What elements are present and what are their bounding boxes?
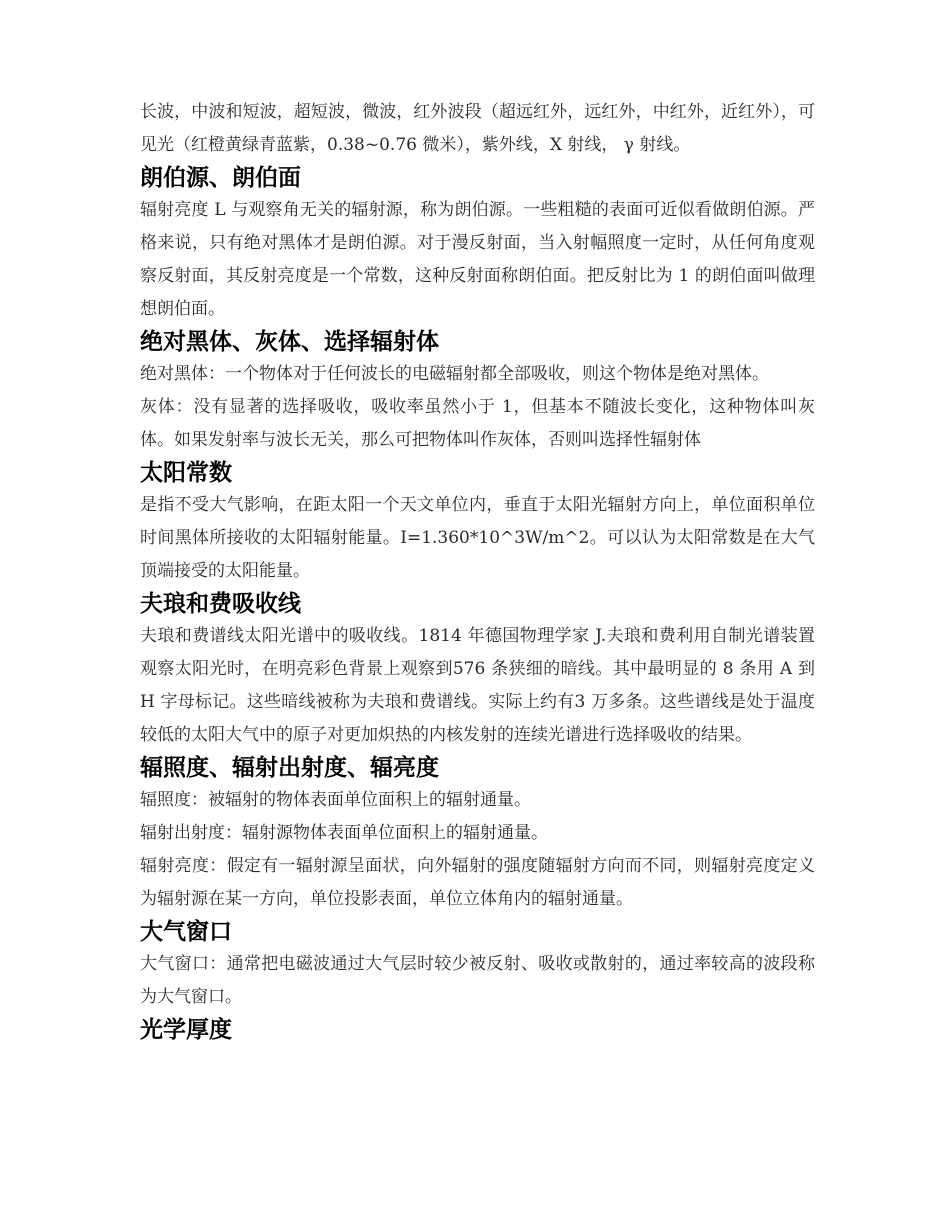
paragraph-blackbody: 绝对黑体：一个物体对于任何波长的电磁辐射都全部吸收，则这个物体是绝对黑体。 <box>140 364 769 384</box>
paragraph-fraunhofer: 夫琅和费谱线太阳光谱中的吸收线。1814 年德国物理学家 J.夫琅和费利用自制光谱装置观察太阳光时，在明亮彩色背景上观察到576 条狭细的暗线。其中最明显的 8 条用 A 到 H 字母标记。这些暗线被称为夫琅和费谱线。实际上约有3 万多条。这些谱线是处于温度较低的太阳大气中的原子对更加炽热的内核发射的连续光谱进行选择吸收的结果。 <box>140 626 815 745</box>
heading-solar-constant: 太阳常数 <box>140 460 232 486</box>
heading-blackbody: 绝对黑体、灰体、选择辐射体 <box>140 329 439 355</box>
heading-irradiance: 辐照度、辐射出射度、辐亮度 <box>140 755 439 781</box>
paragraph-solar-constant: 是指不受大气影响，在距太阳一个天文单位内，垂直于太阳光辐射方向上，单位面积单位时间黑体所接收的太阳辐射能量。I=1.360*10^3W/m^2。可以认为太阳常数是在大气顶端接受的太阳能量。 <box>140 495 815 581</box>
paragraph-graybody: 灰体：没有显著的选择吸收，吸收率虽然小于 1，但基本不随波长变化，这种物体叫灰体。如果发射率与波长无关，那么可把物体叫作灰体，否则叫选择性辐射体 <box>140 397 815 450</box>
paragraph-exitance: 辐射出射度：辐射源物体表面单位面积上的辐射通量。 <box>140 823 548 843</box>
paragraph-radiance: 辐射亮度：假定有一辐射源呈面状，向外辐射的强度随辐射方向而不同，则辐射亮度定义为辐射源在某一方向，单位投影表面，单位立体角内的辐射通量。 <box>140 856 815 909</box>
paragraph-lambert: 辐射亮度 L 与观察角无关的辐射源，称为朗伯源。一些粗糙的表面可近似看做朗伯源。严格来说，只有绝对黑体才是朗伯源。对于漫反射面，当入射幅照度一定时，从任何角度观察反射面，其反射亮度是一个常数，这种反射面称朗伯面。把反射比为 1 的朗伯面叫做理想朗伯面。 <box>140 200 815 319</box>
paragraph-wavebands: 长波，中波和短波，超短波，微波，红外波段（超远红外，远红外，中红外，近红外），可见光（红橙黄绿青蓝紫，0.38~0.76 微米），紫外线，X 射线， γ 射线。 <box>140 102 815 155</box>
heading-optical-depth: 光学厚度 <box>140 1017 232 1043</box>
paragraph-atmospheric-window: 大气窗口：通常把电磁波通过大气层时较少被反射、吸收或散射的，通过率较高的波段称为大气窗口。 <box>140 954 815 1007</box>
heading-fraunhofer: 夫琅和费吸收线 <box>140 591 301 617</box>
paragraph-irradiance: 辐照度：被辐射的物体表面单位面积上的辐射通量。 <box>140 790 531 810</box>
document-body <box>140 96 815 1046</box>
heading-atmospheric-window: 大气窗口 <box>140 919 232 945</box>
heading-lambert: 朗伯源、朗伯面 <box>140 165 301 191</box>
